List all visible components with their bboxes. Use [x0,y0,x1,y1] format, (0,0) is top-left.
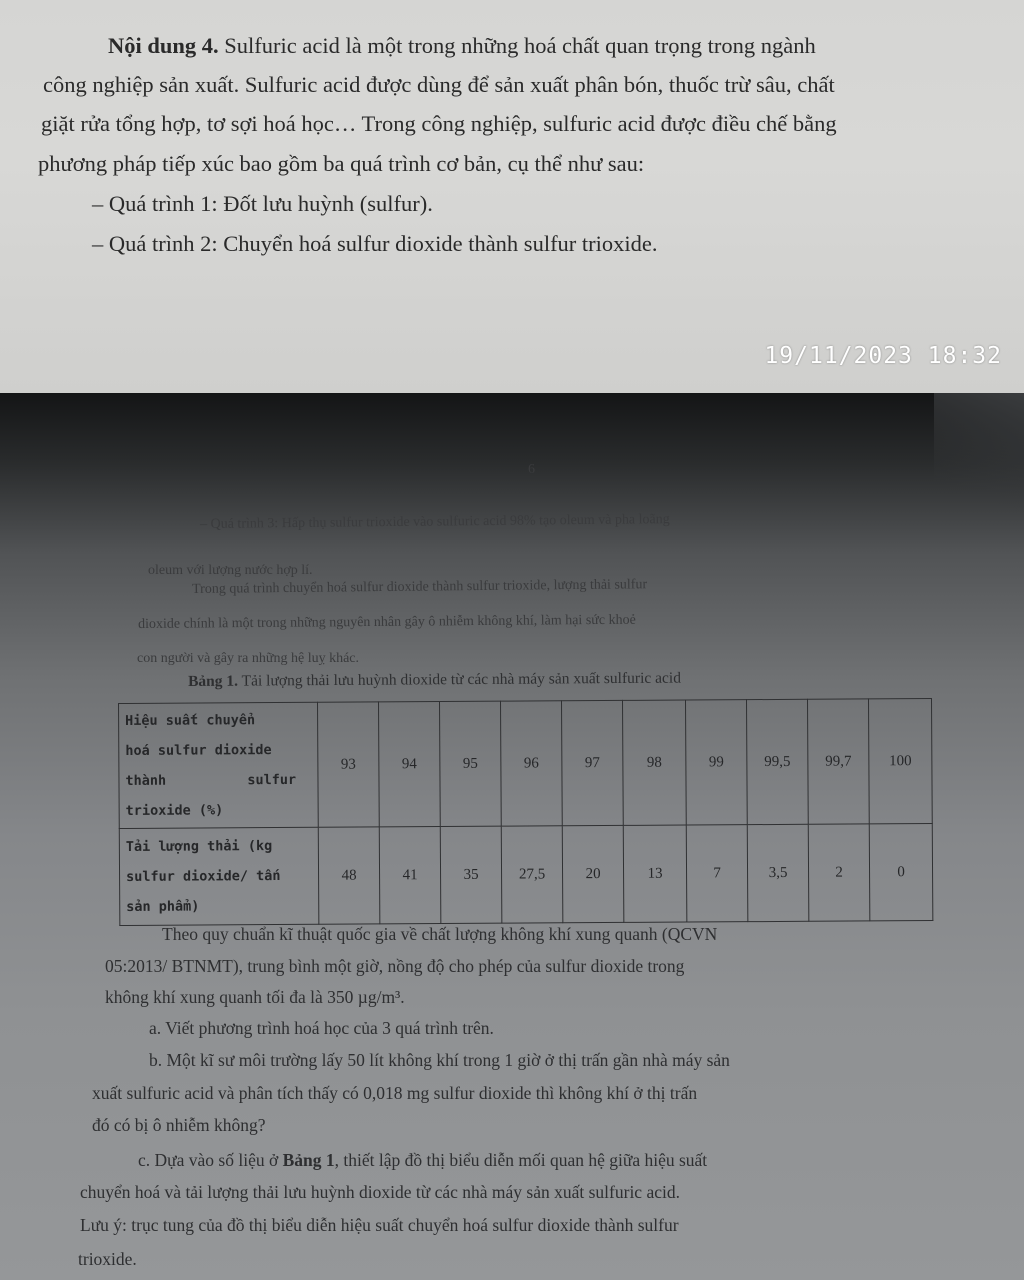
table-cell: 99 [685,700,747,825]
table-cell: 100 [868,699,932,824]
table-cell: 3,5 [747,824,809,921]
table-cell: 7 [686,825,748,922]
question-line: không khí xung quanh tối đa là 350 µg/m³. [105,987,405,1007]
table-cell: 20 [562,825,624,922]
table-cell: 48 [318,827,380,924]
table-cell: 93 [317,702,379,827]
table-row-header: Hiệu suất chuyển hoá sulfur dioxide thành sulfur trioxide (%) [119,702,319,828]
question-line: 05:2013/ BTNMT), trung bình một giờ, nồng độ cho phép của sulfur dioxide trong [105,956,685,976]
paragraph-line: con người và gây ra những hệ luỵ khác. [137,651,360,666]
top-line-3: giặt rửa tổng hợp, tơ sợi hoá học… Trong công nghiệp, sulfuric acid được điều chế bằng [41,111,837,136]
emission-table [118,698,933,926]
table-cell: 41 [379,827,441,924]
question-c-line: trioxide. [78,1249,137,1269]
question-line: Theo quy chuẩn kĩ thuật quốc gia về chất lượng không khí xung quanh (QCVN [162,924,718,944]
table-caption: Bảng 1. Tải lượng thải lưu huỳnh dioxide từ các nhà máy sản xuất sulfuric acid [188,669,681,690]
top-line-6: – Quá trình 2: Chuyển hoá sulfur dioxide thành sulfur trioxide. [92,231,658,256]
top-line-5: – Quá trình 1: Đốt lưu huỳnh (sulfur). [92,191,433,216]
table-cell: 99,5 [746,699,808,824]
paragraph-line: dioxide chính là một trong những nguyên nhân gây ô nhiễm không khí, làm hại sức khoẻ [138,612,636,632]
table-cell: 27,5 [501,826,563,923]
paragraph-line: Trong quá trình chuyển hoá sulfur dioxide thành sulfur trioxide, lượng thải sulfur [192,577,648,597]
table-cell: 13 [623,825,687,922]
paragraph-line: oleum với lượng nước hợp lí. [148,563,313,578]
table-cell: 0 [869,824,933,921]
table-row-header: Tải lượng thải (kg sulfur dioxide/ tấn sản phẩm) [119,827,319,925]
table-cell: 2 [808,824,870,921]
question-b-line: đó có bị ô nhiễm không? [92,1115,266,1135]
page-number: 6 [528,462,535,477]
top-line-2: công nghiệp sản xuất. Sulfuric acid được dùng để sản xuất phân bón, thuốc trừ sâu, chất [43,72,835,97]
question-c-line: c. Dựa vào số liệu ở Bảng 1, thiết lập đồ thị biểu diễn mối quan hệ giữa hiệu suất [138,1150,708,1170]
question-b-line: b. Một kĩ sư môi trường lấy 50 lít không khí trong 1 giờ ở thị trấn gần nhà máy sản [149,1050,730,1070]
top-line-4: phương pháp tiếp xúc bao gồm ba quá trình cơ bản, cụ thể như sau: [38,151,645,176]
table-cell: 97 [561,700,623,825]
question-c-line: Lưu ý: trục tung của đồ thị biểu diễn hiệu suất chuyển hoá sulfur dioxide thành sulfur [80,1215,679,1235]
question-c-line: chuyển hoá và tải lượng thải lưu huỳnh dioxide từ các nhà máy sản xuất sulfuric acid. [80,1182,680,1202]
table-cell: 95 [439,701,501,826]
table-row [119,699,933,829]
table-row [119,824,933,926]
question-a: a. Viết phương trình hoá học của 3 quá trình trên. [149,1018,494,1038]
section-heading: Nội dung 4. [108,33,219,58]
table-cell: 99,7 [807,699,869,824]
photo-timestamp: 19/11/2023 18:32 [764,343,1002,369]
paragraph-line: – Quá trình 3: Hấp thụ sulfur trioxide vào sulfuric acid 98% tạo oleum và pha loãng [200,512,670,532]
table-cell: 98 [622,700,686,825]
top-photo [0,0,1024,393]
page-edge-shadow [934,393,1024,513]
table-cell: 96 [500,701,562,826]
table-cell: 94 [378,702,440,827]
table-cell: 35 [440,826,502,923]
question-b-line: xuất sulfuric acid và phân tích thấy có 0,018 mg sulfur dioxide thì không khí ở thị trấn [92,1083,698,1103]
top-line-1: Nội dung 4. Sulfuric acid là một trong những hoá chất quan trọng trong ngành [108,33,816,58]
